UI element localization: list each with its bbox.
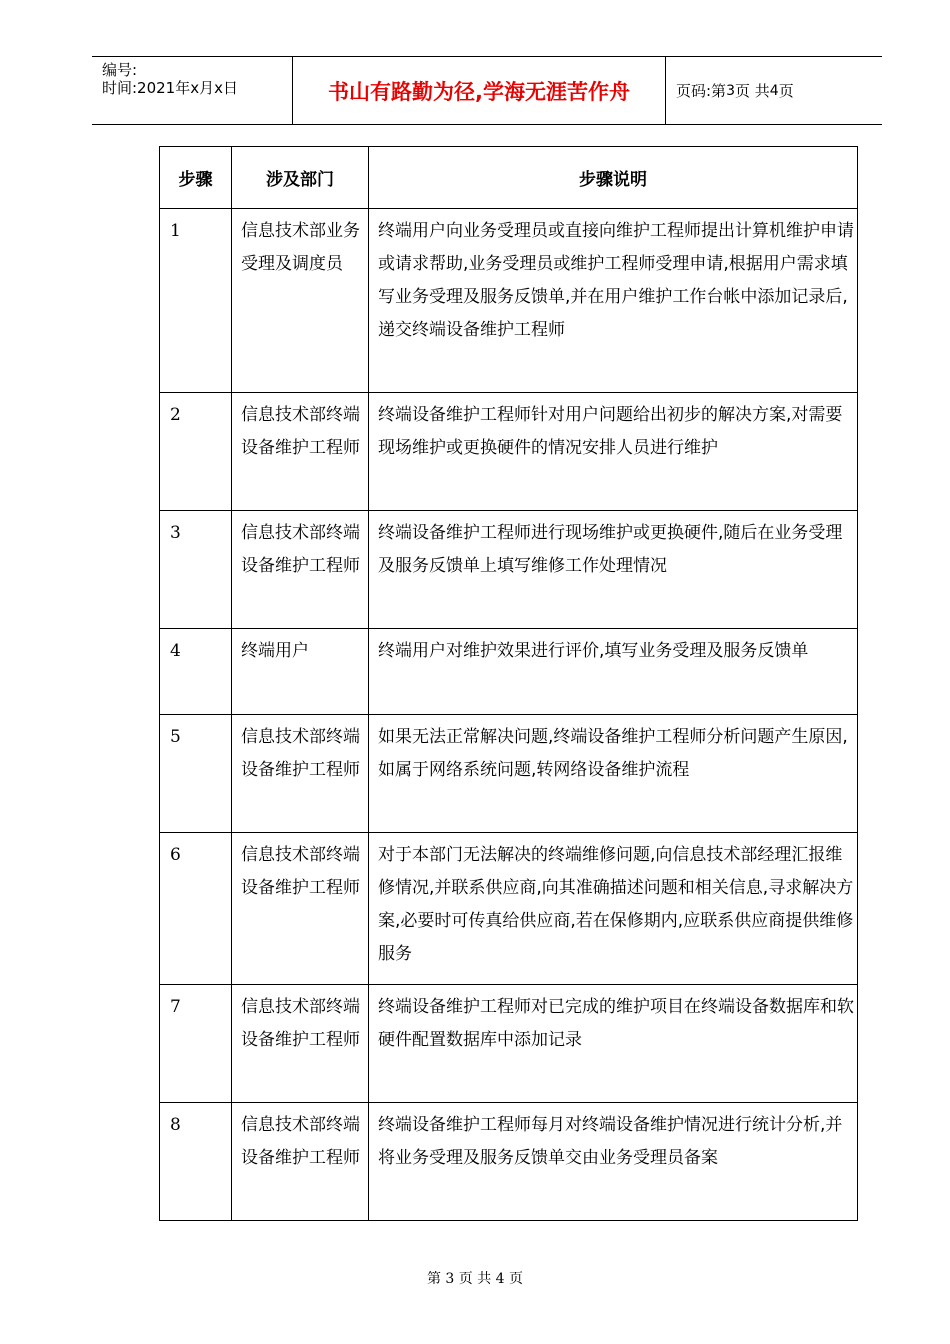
- step-description: 终端设备维护工程师进行现场维护或更换硬件,随后在业务受理及服务反馈单上填写维修工作处理情况: [369, 511, 858, 629]
- step-description: 终端设备维护工程师对已完成的维护项目在终端设备数据库和软硬件配置数据库中添加记录: [369, 985, 858, 1103]
- header-motto: 书山有路勤为径,学海无涯苦作舟: [293, 57, 666, 124]
- step-department: 信息技术部终端设备维护工程师: [232, 985, 369, 1103]
- page-current: 3: [726, 82, 735, 99]
- step-description: 对于本部门无法解决的终端维修问题,向信息技术部经理汇报维修情况,并联系供应商,向其准确描述问题和相关信息,寻求解决方案,必要时可传真给供应商,若在保修期内,应联系供应商提供维修服务: [369, 833, 858, 985]
- table-row: [160, 985, 858, 1103]
- document-time-label: 时间:2021年x月x日: [102, 79, 238, 97]
- page-mid: 页 共: [734, 82, 770, 100]
- column-header-department: 涉及部门: [232, 147, 369, 209]
- step-number: 3: [160, 511, 232, 629]
- document-code-label: 编号:: [102, 61, 138, 79]
- table-row: [160, 1103, 858, 1221]
- step-department: 信息技术部终端设备维护工程师: [232, 393, 369, 511]
- step-department: 信息技术部终端设备维护工程师: [232, 833, 369, 985]
- column-header-step: 步骤: [160, 147, 232, 209]
- steps-table: [159, 146, 858, 1221]
- step-number: 1: [160, 209, 232, 393]
- step-department: 信息技术部终端设备维护工程师: [232, 511, 369, 629]
- table-row: [160, 393, 858, 511]
- step-number: 7: [160, 985, 232, 1103]
- column-header-description: 步骤说明: [369, 147, 858, 209]
- page-footer: 第 3 页 共 4 页: [426, 1271, 524, 1287]
- step-number: 4: [160, 629, 232, 715]
- page-prefix: 页码:第: [676, 82, 727, 100]
- step-description: 终端用户向业务受理员或直接向维护工程师提出计算机维护申请或请求帮助,业务受理员或维护工程师受理申请,根据用户需求填写业务受理及服务反馈单,并在用户维护工作台帐中添加记录后,递交终端设备维护工程师: [369, 209, 858, 393]
- page-total: 4: [769, 82, 779, 99]
- table-row: [160, 629, 858, 715]
- step-department: 终端用户: [232, 629, 369, 715]
- page-suffix: 页: [778, 82, 794, 100]
- table-row: [160, 511, 858, 629]
- step-description: 终端设备维护工程师针对用户问题给出初步的解决方案,对需要现场维护或更换硬件的情况安排人员进行维护: [369, 393, 858, 511]
- table-row: [160, 209, 858, 393]
- step-department: 信息技术部业务受理及调度员: [232, 209, 369, 393]
- table-row: [160, 833, 858, 985]
- step-department: 信息技术部终端设备维护工程师: [232, 715, 369, 833]
- table-header-row: [160, 147, 858, 209]
- step-number: 5: [160, 715, 232, 833]
- step-number: 6: [160, 833, 232, 985]
- page-header: [92, 56, 882, 125]
- step-department: 信息技术部终端设备维护工程师: [232, 1103, 369, 1221]
- step-number: 8: [160, 1103, 232, 1221]
- table-row: [160, 715, 858, 833]
- step-description: 终端用户对维护效果进行评价,填写业务受理及服务反馈单: [369, 629, 858, 715]
- header-page-number: [666, 57, 882, 124]
- step-number: 2: [160, 393, 232, 511]
- header-meta: [92, 57, 293, 124]
- step-description: 如果无法正常解决问题,终端设备维护工程师分析问题产生原因,如属于网络系统问题,转网络设备维护流程: [369, 715, 858, 833]
- step-description: 终端设备维护工程师每月对终端设备维护情况进行统计分析,并将业务受理及服务反馈单交由业务受理员备案: [369, 1103, 858, 1221]
